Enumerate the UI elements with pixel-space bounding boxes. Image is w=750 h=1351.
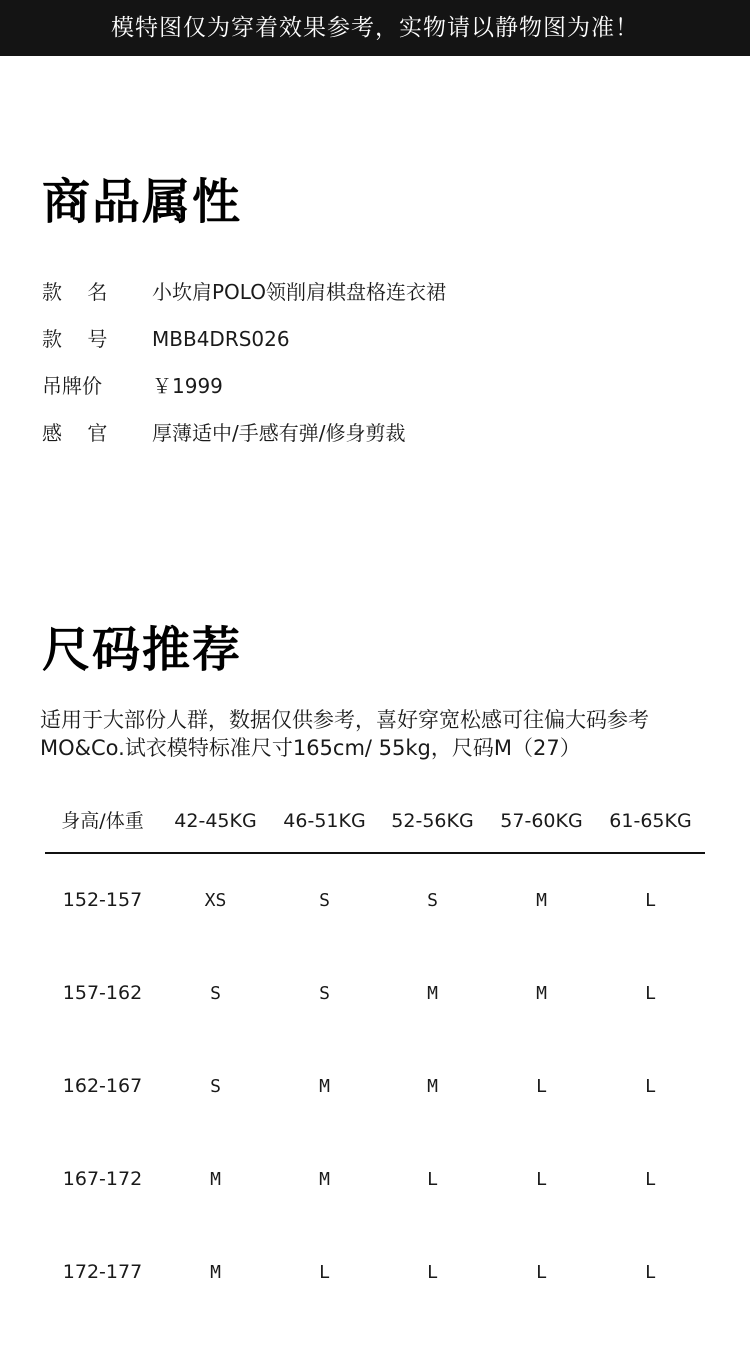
size-table-header [45,800,705,854]
size-cell: M [427,983,438,1004]
size-cell: M [319,1076,330,1097]
size-cell: M [319,1169,330,1190]
size-cell: L [536,1169,547,1190]
attr-label: 款 名 [42,280,108,304]
height-cell: 157-162 [62,982,143,1004]
height-cell: 172-177 [62,1261,143,1283]
size-cell: S [210,983,221,1004]
table-row [45,1226,705,1319]
size-cell: S [319,983,330,1004]
size-guide-model-info: MO&Co.试衣模特标准尺寸165cm/ 55kg，尺码M（27） [40,736,581,760]
notice-banner: 模特图仅为穿着效果参考，实物请以静物图为准！ [0,0,750,56]
attr-value: 小坎肩POLO领削肩棋盘格连衣裙 [152,280,446,304]
size-cell: L [645,1262,656,1283]
header-weight-range: 61-65KG [609,810,692,832]
size-guide-description: 适用于大部份人群，数据仅供参考，喜好穿宽松感可往偏大码参考 [40,708,649,732]
header-height-weight: 身高/体重 [61,810,144,832]
height-cell: 167-172 [62,1168,143,1190]
size-cell: L [427,1169,438,1190]
header-weight-range: 42-45KG [174,810,257,832]
table-row [45,1133,705,1226]
attributes-title: 商品属性 [42,174,243,230]
size-cell: S [210,1076,221,1097]
table-row [45,854,705,947]
size-cell: XS [204,890,227,911]
size-cell: M [536,983,547,1004]
size-cell: S [319,890,330,911]
height-cell: 152-157 [62,889,143,911]
size-cell: L [645,983,656,1004]
size-guide-title: 尺码推荐 [42,622,243,678]
size-cell: L [645,890,656,911]
size-cell: L [319,1262,330,1283]
header-weight-range: 52-56KG [391,810,474,832]
attr-label: 款 号 [42,327,108,351]
attr-value: 厚薄适中/手感有弹/修身剪裁 [152,421,406,445]
size-cell: L [536,1262,547,1283]
size-cell: M [536,890,547,911]
height-cell: 162-167 [62,1075,143,1097]
size-cell: M [427,1076,438,1097]
attr-label: 吊牌价 [42,374,102,398]
attr-value: MBB4DRS026 [152,327,290,351]
size-cell: M [210,1262,221,1283]
size-cell: L [645,1076,656,1097]
attr-value: ￥1999 [152,374,223,398]
table-row [45,947,705,1040]
size-cell: L [427,1262,438,1283]
header-weight-range: 57-60KG [500,810,583,832]
attr-label: 感 官 [42,421,108,445]
size-cell: M [210,1169,221,1190]
header-weight-range: 46-51KG [283,810,366,832]
size-cell: L [645,1169,656,1190]
table-row [45,1040,705,1133]
size-table [45,800,705,1319]
size-cell: S [427,890,438,911]
size-cell: L [536,1076,547,1097]
